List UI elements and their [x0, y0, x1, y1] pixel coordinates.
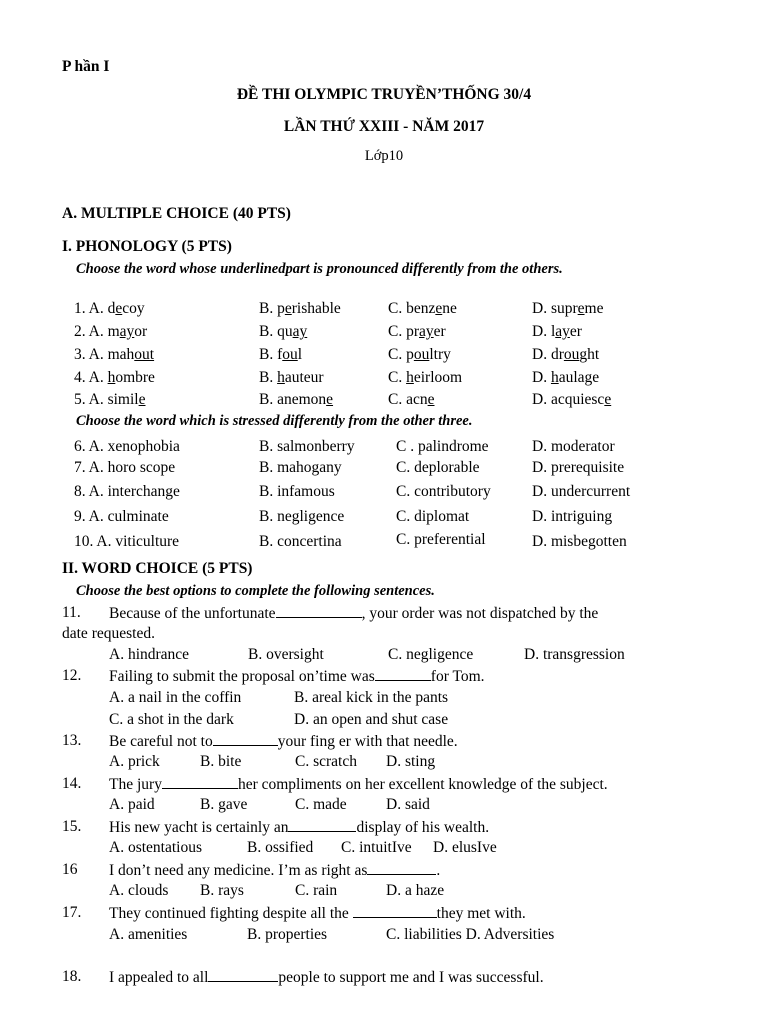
question-number: 11. — [62, 604, 81, 621]
option-b: B. bite — [200, 753, 242, 770]
word-choice-instruction: Choose the best options to complete the following sentences. — [76, 583, 435, 599]
option-c: C. poultry — [388, 346, 451, 363]
option-c: C. made — [295, 796, 347, 813]
option-c: C. heirloom — [388, 369, 463, 386]
option-a: A. clouds — [109, 882, 169, 899]
option-c: C. benzene — [388, 300, 457, 317]
option-b: B. concertina — [259, 533, 342, 550]
option-a: 4. A. hombre — [74, 369, 155, 386]
answer-blank[interactable] — [162, 775, 238, 789]
option-b: B. ossified — [247, 839, 314, 856]
question-number: 17. — [62, 904, 82, 921]
option-a: A. hindrance — [109, 646, 190, 663]
option-a: 10. A. viticulture — [74, 533, 180, 550]
option-c: C. preferential — [396, 531, 486, 548]
option-b: B. salmonberry — [259, 438, 355, 455]
option-c: C. prayer — [388, 323, 446, 340]
question-stem: Be careful not to your fing er with that needle. — [109, 733, 458, 750]
stress-instruction: Choose the word which is stressed differently from the other three. — [76, 413, 473, 429]
option-a: A. ostentatious — [109, 839, 202, 856]
option-b: B. infamous — [259, 483, 335, 500]
option-d: D. an open and shut case — [294, 711, 449, 728]
option-c: C. intuitIve — [341, 839, 412, 856]
part-label: P hần I — [62, 58, 110, 75]
question-stem-continued: date requested. — [62, 625, 155, 642]
option-a: A. prick — [109, 753, 160, 770]
question-number: 15. — [62, 818, 82, 835]
option-b: B. gave — [200, 796, 248, 813]
option-b: B. perishable — [259, 300, 341, 317]
option-d: D. misbegotten — [532, 533, 627, 550]
option-b: B. mahogany — [259, 459, 342, 476]
phonology-heading: I. PHONOLOGY (5 PTS) — [62, 238, 232, 255]
question-number: 14. — [62, 775, 82, 792]
option-a: A. amenities — [109, 926, 188, 943]
option-a: 3. A. mahout — [74, 346, 155, 363]
question-stem: His new yacht is certainly an display of his wealth. — [109, 819, 490, 836]
option-d: D. intriguing — [532, 508, 613, 525]
option-a: 1. A. decoy — [74, 300, 145, 317]
answer-blank[interactable] — [208, 968, 278, 982]
option-c: C. acne — [388, 391, 435, 408]
question-number: 12. — [62, 667, 82, 684]
option-c: C. contributory — [396, 483, 491, 500]
option-d: D. acquiesce — [532, 391, 612, 408]
option-d: D. transgression — [524, 646, 625, 663]
option-a: A. paid — [109, 796, 155, 813]
option-c: C. liabilities D. Adversities — [386, 926, 555, 943]
option-a: 2. A. mayor — [74, 323, 148, 340]
word-choice-heading: II. WORD CHOICE (5 PTS) — [62, 560, 253, 577]
option-d: D. undercurrent — [532, 483, 631, 500]
option-a: 8. A. interchange — [74, 483, 180, 500]
question-number: 13. — [62, 732, 82, 749]
question-stem: The jury her compliments on her excellent knowledge of the subject. — [109, 776, 608, 793]
option-a: 6. A. xenophobia — [74, 438, 180, 455]
option-b: B. negligence — [259, 508, 345, 525]
option-b: B. oversight — [248, 646, 324, 663]
exam-title: ĐỀ THI OLYMPIC TRUYỀN’THỐNG 30/4 — [236, 86, 532, 103]
question-stem: Because of the unfortunate , your order was not dispatched by the — [109, 605, 599, 622]
option-b: B. properties — [247, 926, 328, 943]
option-b: B. quay — [259, 323, 308, 340]
option-d: D. said — [386, 796, 430, 813]
option-d: D. moderator — [532, 438, 615, 455]
question-stem: I appealed to all people to support me and I was successful. — [109, 969, 544, 986]
question-number: 18. — [62, 968, 82, 985]
section-a-heading: A. MULTIPLE CHOICE (40 PTS) — [62, 205, 291, 222]
option-d: D. layer — [532, 323, 582, 340]
option-b: B. hauteur — [259, 369, 324, 386]
option-d: D. drought — [532, 346, 600, 363]
answer-blank[interactable] — [288, 818, 356, 832]
exam-subtitle: LẦN THỨ XXIII - NĂM 2017 — [283, 118, 485, 135]
option-a: A. a nail in the coffin — [109, 689, 242, 706]
answer-blank[interactable] — [213, 732, 278, 746]
question-number: 16 — [62, 861, 78, 878]
option-c: C . palindrome — [396, 438, 489, 455]
option-c: C. rain — [295, 882, 338, 899]
option-d: D. prerequisite — [532, 459, 625, 476]
grade-label: Lớp10 — [364, 148, 404, 164]
option-b: B. areal kick in the pants — [294, 689, 449, 706]
option-a: 7. A. horo scope — [74, 459, 176, 476]
question-stem: Failing to submit the proposal on’time was for Tom. — [109, 668, 485, 685]
question-stem: I don’t need any medicine. I’m as right as . — [109, 862, 441, 879]
option-c: C. negligence — [388, 646, 474, 663]
option-d: D. haulage — [532, 369, 600, 386]
answer-blank[interactable] — [276, 604, 362, 618]
option-b: B. foul — [259, 346, 303, 363]
question-stem: They continued fighting despite all the they met with. — [109, 905, 526, 922]
option-d: D. elusIve — [433, 839, 497, 856]
answer-blank[interactable] — [367, 861, 436, 875]
option-b: B. rays — [200, 882, 244, 899]
option-a: 5. A. simile — [74, 391, 146, 408]
option-c: C. deplorable — [396, 459, 480, 476]
option-c: C. scratch — [295, 753, 357, 770]
option-d: D. sting — [386, 753, 436, 770]
answer-blank[interactable] — [353, 904, 437, 918]
option-a: 9. A. culminate — [74, 508, 169, 525]
option-c: C. diplomat — [396, 508, 470, 525]
option-d: D. a haze — [386, 882, 445, 899]
phonology-instruction: Choose the word whose underlinedpart is pronounced differently from the others. — [76, 261, 563, 277]
answer-blank[interactable] — [375, 667, 431, 681]
option-b: B. anemone — [259, 391, 334, 408]
option-c: C. a shot in the dark — [109, 711, 234, 728]
option-d: D. supreme — [532, 300, 604, 317]
